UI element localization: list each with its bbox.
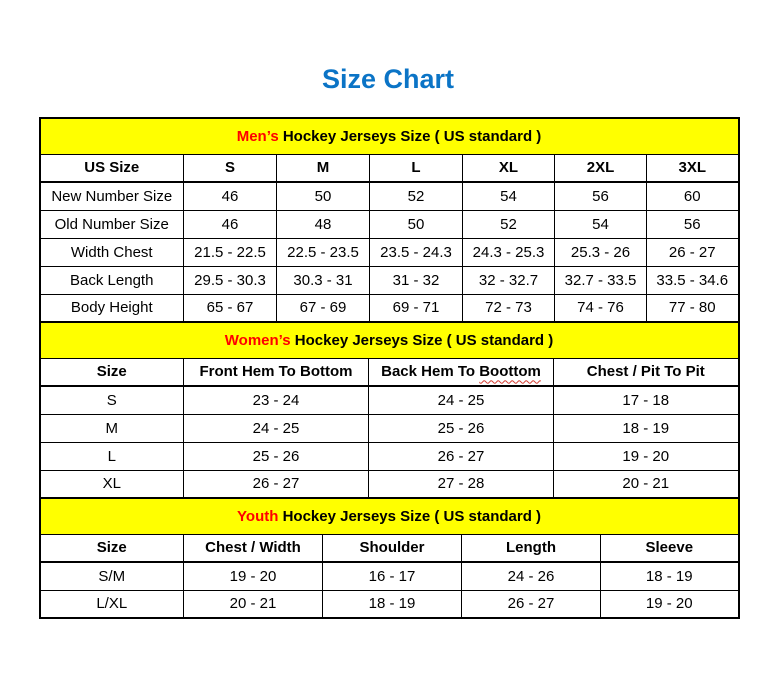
- mens-table-title: [40, 118, 739, 154]
- value-cell: 20 - 21: [554, 470, 739, 498]
- youth-size-table: [39, 497, 740, 619]
- column-header: Size: [40, 534, 184, 562]
- row-label: XL: [40, 470, 184, 498]
- value-cell: 50: [277, 182, 370, 210]
- value-cell: 56: [647, 210, 739, 238]
- table-row: [40, 266, 739, 294]
- mens-size-table: [39, 117, 740, 323]
- column-header: Sleeve: [601, 534, 739, 562]
- column-header: S: [184, 154, 277, 182]
- back-hem-misspelled-word: Boottom: [479, 363, 541, 381]
- value-cell: 26 - 27: [647, 238, 739, 266]
- value-cell: 69 - 71: [370, 294, 463, 322]
- value-cell: 19 - 20: [184, 562, 323, 590]
- value-cell: 19 - 20: [601, 590, 739, 618]
- value-cell: 19 - 20: [554, 442, 739, 470]
- womens-table-title: [40, 322, 739, 358]
- row-label: L: [40, 442, 184, 470]
- column-header: 3XL: [647, 154, 739, 182]
- table-row: [40, 590, 739, 618]
- row-label: S/M: [40, 562, 184, 590]
- value-cell: 72 - 73: [463, 294, 555, 322]
- row-label: Body Height: [40, 294, 184, 322]
- value-cell: 54: [555, 210, 647, 238]
- table-row: [40, 238, 739, 266]
- youth-title-rest: Hockey Jerseys Size ( US standard ): [278, 507, 542, 525]
- value-cell: 56: [555, 182, 647, 210]
- mens-header-row: [40, 154, 739, 182]
- value-cell: 26 - 27: [462, 590, 601, 618]
- value-cell: 46: [184, 210, 277, 238]
- value-cell: 54: [463, 182, 555, 210]
- value-cell: 29.5 - 30.3: [184, 266, 277, 294]
- value-cell: 24 - 26: [462, 562, 601, 590]
- value-cell: 18 - 19: [554, 414, 739, 442]
- value-cell: 24 - 25: [369, 386, 554, 414]
- youth-title-band-row: [40, 498, 739, 534]
- value-cell: 18 - 19: [323, 590, 462, 618]
- womens-header-row: [40, 358, 739, 386]
- row-label: Old Number Size: [40, 210, 184, 238]
- table-row: [40, 470, 739, 498]
- value-cell: 50: [370, 210, 463, 238]
- value-cell: 20 - 21: [184, 590, 323, 618]
- row-label: Back Length: [40, 266, 184, 294]
- value-cell: 31 - 32: [370, 266, 463, 294]
- table-row: [40, 386, 739, 414]
- table-row: [40, 442, 739, 470]
- value-cell: 67 - 69: [277, 294, 370, 322]
- value-cell: 27 - 28: [369, 470, 554, 498]
- tables-container: [39, 117, 738, 619]
- mens-title-highlight: Men’s: [236, 127, 279, 145]
- womens-title-highlight: Women’s: [224, 331, 291, 349]
- value-cell: 25.3 - 26: [555, 238, 647, 266]
- table-row: [40, 414, 739, 442]
- column-header: L: [370, 154, 463, 182]
- row-label: New Number Size: [40, 182, 184, 210]
- value-cell: 23.5 - 24.3: [370, 238, 463, 266]
- row-label: Width Chest: [40, 238, 184, 266]
- table-row: [40, 562, 739, 590]
- row-label: S: [40, 386, 184, 414]
- value-cell: 60: [647, 182, 739, 210]
- page-title: Size Chart: [321, 64, 455, 94]
- value-cell: 23 - 24: [184, 386, 369, 414]
- column-header: M: [277, 154, 370, 182]
- womens-size-table: [39, 321, 740, 499]
- table-row: [40, 294, 739, 322]
- row-label: M: [40, 414, 184, 442]
- value-cell: 32.7 - 33.5: [555, 266, 647, 294]
- value-cell: 52: [463, 210, 555, 238]
- value-cell: 74 - 76: [555, 294, 647, 322]
- column-header: Length: [462, 534, 601, 562]
- value-cell: 21.5 - 22.5: [184, 238, 277, 266]
- womens-title-band-row: [40, 322, 739, 358]
- value-cell: 17 - 18: [554, 386, 739, 414]
- column-header: 2XL: [555, 154, 647, 182]
- value-cell: 25 - 26: [184, 442, 369, 470]
- value-cell: 65 - 67: [184, 294, 277, 322]
- youth-table-title: [40, 498, 739, 534]
- value-cell: 26 - 27: [184, 470, 369, 498]
- value-cell: 52: [370, 182, 463, 210]
- mens-title-rest: Hockey Jerseys Size ( US standard ): [278, 127, 542, 145]
- value-cell: 24 - 25: [184, 414, 369, 442]
- value-cell: 18 - 19: [601, 562, 739, 590]
- value-cell: 26 - 27: [369, 442, 554, 470]
- column-header: XL: [463, 154, 555, 182]
- mens-title-band-row: [40, 118, 739, 154]
- column-header: Front Hem To Bottom: [184, 358, 369, 386]
- value-cell: 24.3 - 25.3: [463, 238, 555, 266]
- column-header: Chest / Width: [184, 534, 323, 562]
- womens-title-rest: Hockey Jerseys Size ( US standard ): [290, 331, 554, 349]
- column-header: Chest / Pit To Pit: [554, 358, 739, 386]
- youth-header-row: [40, 534, 739, 562]
- value-cell: 48: [277, 210, 370, 238]
- value-cell: 25 - 26: [369, 414, 554, 442]
- value-cell: 30.3 - 31: [277, 266, 370, 294]
- row-label: L/XL: [40, 590, 184, 618]
- value-cell: 32 - 32.7: [463, 266, 555, 294]
- value-cell: 22.5 - 23.5: [277, 238, 370, 266]
- value-cell: 77 - 80: [647, 294, 739, 322]
- youth-title-highlight: Youth: [237, 507, 279, 525]
- column-header: US Size: [40, 154, 184, 182]
- table-row: [40, 182, 739, 210]
- back-hem-prefix: Back Hem To: [381, 363, 480, 381]
- column-header-back-hem: [369, 358, 554, 386]
- table-row: [40, 210, 739, 238]
- column-header: Size: [40, 358, 184, 386]
- value-cell: 46: [184, 182, 277, 210]
- value-cell: 16 - 17: [323, 562, 462, 590]
- column-header: Shoulder: [323, 534, 462, 562]
- value-cell: 33.5 - 34.6: [647, 266, 739, 294]
